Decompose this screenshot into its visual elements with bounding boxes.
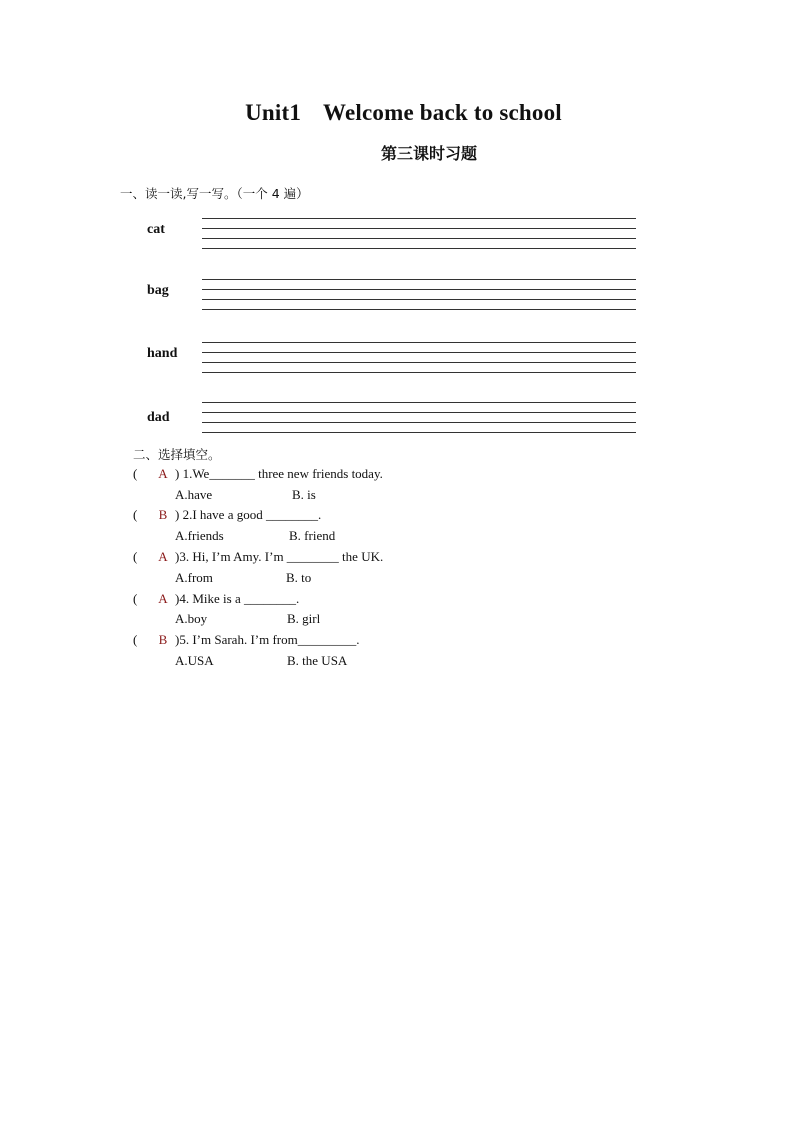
question-5 [133, 632, 360, 648]
open-paren: ( [133, 591, 138, 606]
question-text: ) 1.We_______ three new friends today. [175, 466, 383, 481]
option-a: A.friends [175, 528, 224, 543]
answer[interactable]: B [158, 632, 168, 647]
answer[interactable]: A [158, 549, 168, 564]
question-text: )4. Mike is a ________. [175, 591, 300, 606]
word-bag: bag [147, 283, 169, 298]
unit-label: Unit1 [245, 100, 302, 125]
page-subtitle: 第三课时习题 [381, 144, 478, 163]
open-paren: ( [133, 549, 138, 564]
word-hand: hand [147, 346, 178, 361]
writing-lines-dad[interactable] [202, 402, 636, 442]
option-b: B. the USA [287, 653, 348, 668]
option-a: A.have [175, 487, 213, 502]
question-text: )5. I’m Sarah. I’m from_________. [175, 632, 360, 647]
question-4 [133, 591, 299, 607]
option-b: B. friend [289, 528, 336, 543]
word-dad: dad [147, 410, 170, 425]
open-paren: ( [133, 466, 138, 481]
section1-heading: 一、读一读,写一写。（一个 4 遍） [120, 186, 309, 201]
section2-heading: 二、选择填空。 [133, 447, 221, 462]
writing-lines-hand[interactable] [202, 342, 636, 382]
question-text: )3. Hi, I’m Amy. I’m ________ the UK. [175, 549, 384, 564]
option-b: B. to [286, 570, 312, 585]
writing-lines-cat[interactable] [202, 218, 636, 258]
question-1 [133, 466, 383, 482]
option-a: A.boy [175, 611, 208, 626]
open-paren: ( [133, 507, 138, 522]
answer[interactable]: A [158, 591, 168, 606]
writing-lines-bag[interactable] [202, 279, 636, 319]
question-3 [133, 549, 383, 565]
question-text: ) 2.I have a good ________. [175, 507, 322, 522]
page-title [0, 100, 794, 126]
open-paren: ( [133, 632, 138, 647]
option-a: A.USA [175, 653, 214, 668]
answer[interactable]: A [158, 466, 168, 481]
option-b: B. is [292, 487, 316, 502]
word-cat: cat [147, 222, 165, 237]
answer[interactable]: B [158, 507, 168, 522]
option-b: B. girl [287, 611, 321, 626]
question-2 [133, 507, 321, 523]
option-a: A.from [175, 570, 213, 585]
unit-title: Welcome back to school [323, 100, 562, 125]
